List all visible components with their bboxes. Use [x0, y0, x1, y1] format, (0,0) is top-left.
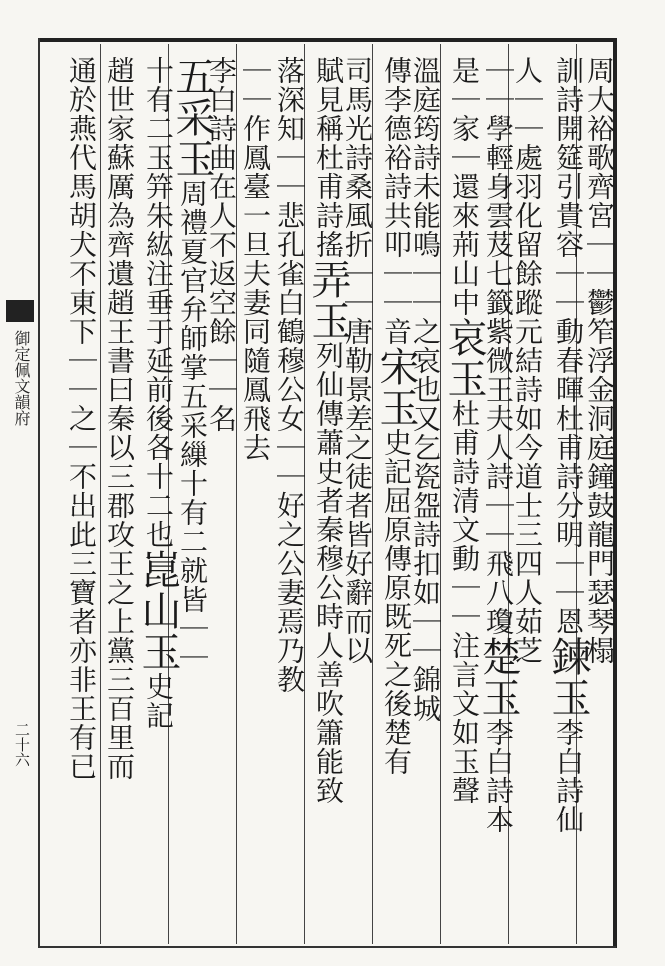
- text-segment: 通於燕代馬胡犬不東下｜｜之｜不出此三寶者亦非王有已: [65, 56, 98, 781]
- text-segment: 賦見稱杜甫詩搖: [312, 56, 345, 259]
- text-column: [62, 56, 100, 781]
- text-segment: 溫庭筠詩未能鳴｜｜之哀也又乞瓷盌詩扣如｜｜錦城: [409, 56, 442, 723]
- text-segment: 李白詩本: [482, 718, 515, 834]
- text-segment: ｜｜作鳳臺一旦夫妻同隨鳳飛去: [239, 56, 272, 462]
- text-segment: 落深知｜｜悲孔雀白鶴穆公女｜｜好之公妻焉乃教: [273, 56, 306, 694]
- text-segment: 史記屈原傳原既死之後楚有: [380, 428, 413, 776]
- entry-headword: 楚玉: [475, 636, 521, 718]
- entry-headword: 崑山玉: [135, 549, 181, 672]
- text-column: [100, 56, 138, 781]
- text-segment: 周大裕歌齊宮｜｜鬱笮浮金洞庭鐘鼓龍門瑟琴榻: [583, 56, 616, 665]
- entry-headword: 哀玉: [441, 317, 487, 399]
- text-column: [544, 56, 592, 834]
- frame-left-border: [38, 38, 40, 948]
- text-column: [304, 56, 352, 805]
- text-segment: 史記: [142, 672, 175, 730]
- frame-top-border: [38, 38, 616, 42]
- book-title: 御定佩文韻府: [12, 330, 31, 426]
- text-segment: 十有二玉笄朱紘注垂于延前後各十二也: [142, 56, 175, 549]
- ink-mark: [6, 300, 34, 322]
- text-segment: 人｜｜處羽化留餘蹤元結詩如今道士三四人茹芝: [511, 56, 544, 665]
- text-column: [372, 56, 420, 776]
- text-segment: 訓詩開筵引貴容｜｜動春暉杜甫詩分明｜｜恩: [552, 56, 585, 636]
- entry-headword: 五采玉: [169, 56, 215, 179]
- text-column: [440, 56, 488, 805]
- text-segment: 是｜家｜還來荊山中: [448, 56, 481, 317]
- text-segment: ｜｜學輕身雲芨七籤紫微王夫人詩｜｜飛八瓊: [482, 56, 515, 636]
- frame-bottom-border: [38, 946, 616, 948]
- text-segment: 杜甫詩清文動｜｜注言文如玉聲: [448, 399, 481, 805]
- entry-headword: 宋玉: [373, 346, 419, 428]
- text-segment: 列仙傳蕭史者秦穆公時人善吹簫能致: [312, 341, 345, 805]
- text-segment: 傳李德裕詩共叩｜｜音: [380, 56, 413, 346]
- text-column: [236, 56, 274, 462]
- text-segment: 周禮夏官弁師掌五采繅十有二就皆｜｜: [176, 179, 209, 672]
- entry-headword: 弄玉: [305, 259, 351, 341]
- text-segment: 趙世家蘇厲為齊遺趙王書曰秦以三郡攻王之上黨三百里而: [103, 56, 136, 781]
- entry-headword: 鍊玉: [545, 636, 591, 718]
- text-column: [270, 56, 308, 694]
- text-column: [134, 56, 182, 730]
- text-segment: 司馬光詩桑風折｜｜唐勒景差之徒者皆好辭而以: [341, 56, 374, 665]
- text-segment: 李白詩仙: [552, 718, 585, 834]
- text-segment: 李白詩曲在人不返空餘｜｜名: [205, 56, 238, 433]
- folio-number: 二十六: [13, 722, 31, 767]
